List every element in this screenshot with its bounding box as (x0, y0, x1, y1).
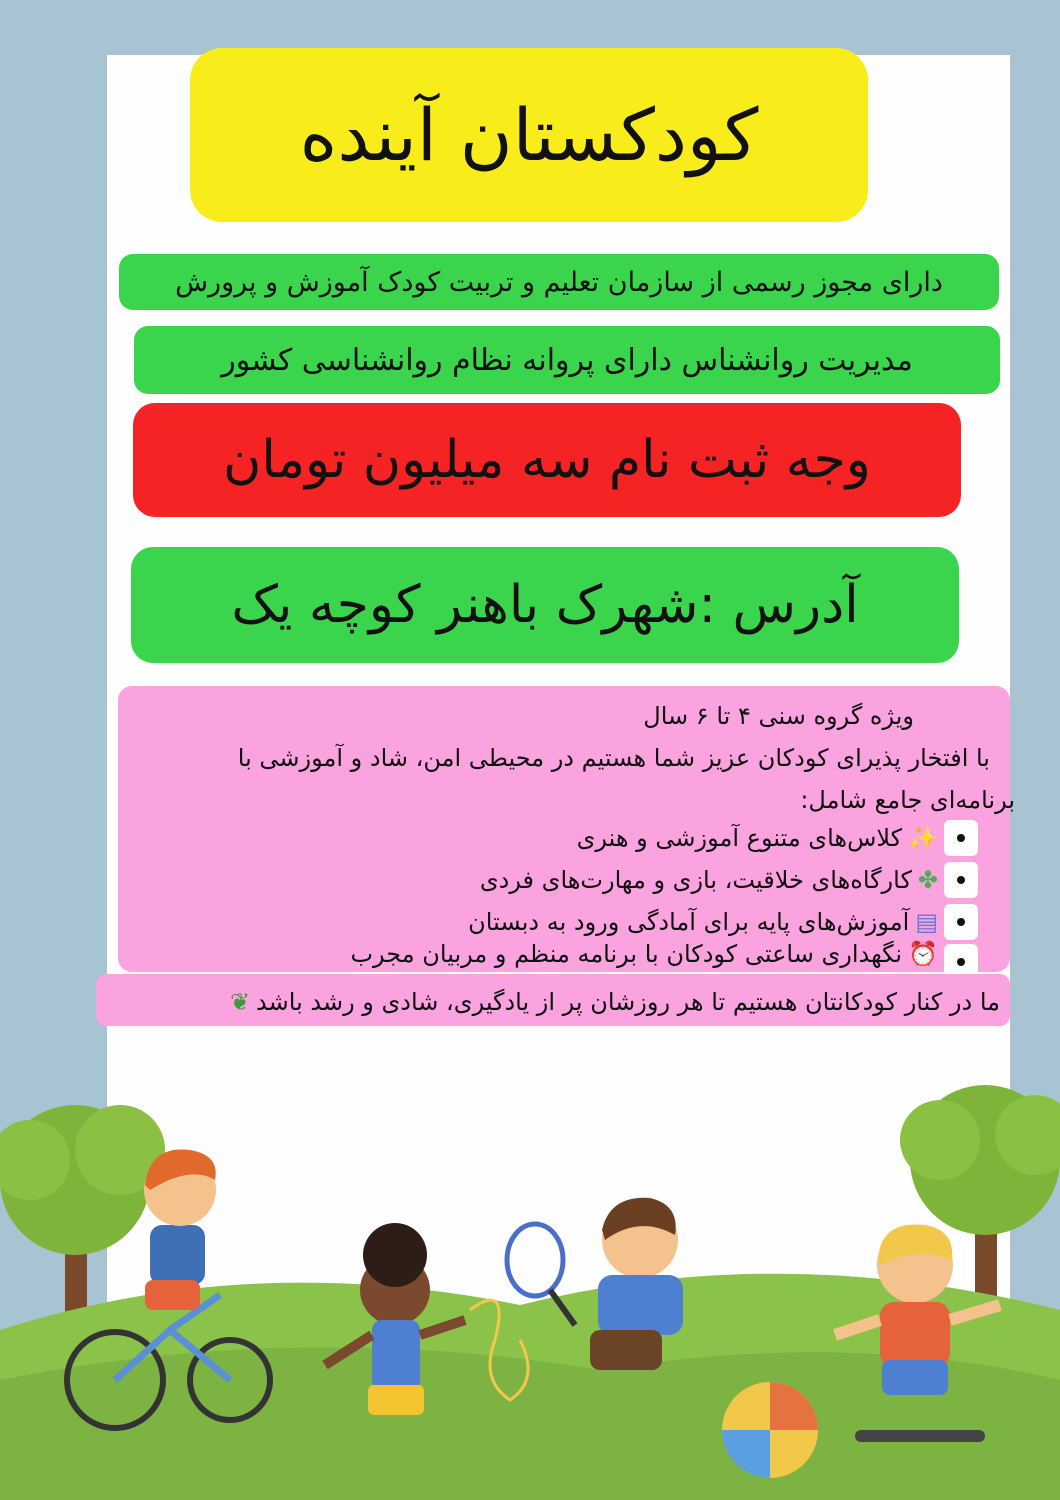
license-banner: دارای مجوز رسمی از سازمان تعلیم و تربیت کودک آموزش و پرورش (119, 254, 999, 310)
intro-text-line1: با افتخار پذیرای کودکان عزیز شما هستیم در محیطی امن، شاد و آموزشی با (237, 744, 990, 772)
puzzle-icon: ✤ (917, 866, 938, 894)
list-item: ✤کارگاه‌های خلاقیت، بازی و مهارت‌های فردی (479, 866, 938, 894)
bullet-marker (944, 862, 978, 898)
address-banner: آدرس :شهرک باهنر کوچه یک (131, 547, 959, 663)
list-item: ⏰نگهداری ساعتی کودکان با برنامه منظم و مربیان مجرب (350, 940, 938, 968)
intro-text-line2: برنامه‌ای جامع شامل: (800, 786, 1015, 814)
fee-banner: وجه ثبت نام سه میلیون تومان (133, 403, 961, 517)
age-group-text: ویژه گروه سنی ۴ تا ۶ سال (643, 702, 914, 730)
bullet-marker (944, 904, 978, 940)
list-item: ✨کلاس‌های متنوع آموزشی و هنری (576, 824, 938, 852)
beach-ball (722, 1382, 818, 1478)
playground-illustration (0, 1080, 1060, 1500)
list-item: ▤آموزش‌های پایه برای آمادگی ورود به دبستان (468, 908, 938, 936)
alarm-clock-icon: ⏰ (908, 940, 938, 968)
books-icon: ▤ (915, 908, 938, 936)
sparkles-icon: ✨ (908, 824, 938, 852)
closing-text: ما در کنار کودکانتان هستیم تا هر روزشان پر از یادگیری، شادی و رشد باشد❦ (229, 988, 1000, 1016)
closing-panel (96, 974, 1010, 1026)
seedling-icon: ❦ (229, 988, 251, 1016)
bullet-marker (944, 820, 978, 856)
management-banner: مدیریت روانشناس دارای پروانه نظام روانشناسی کشور (134, 326, 1000, 394)
info-panel (118, 686, 1015, 972)
page-title: کودکستان آینده (190, 48, 868, 222)
